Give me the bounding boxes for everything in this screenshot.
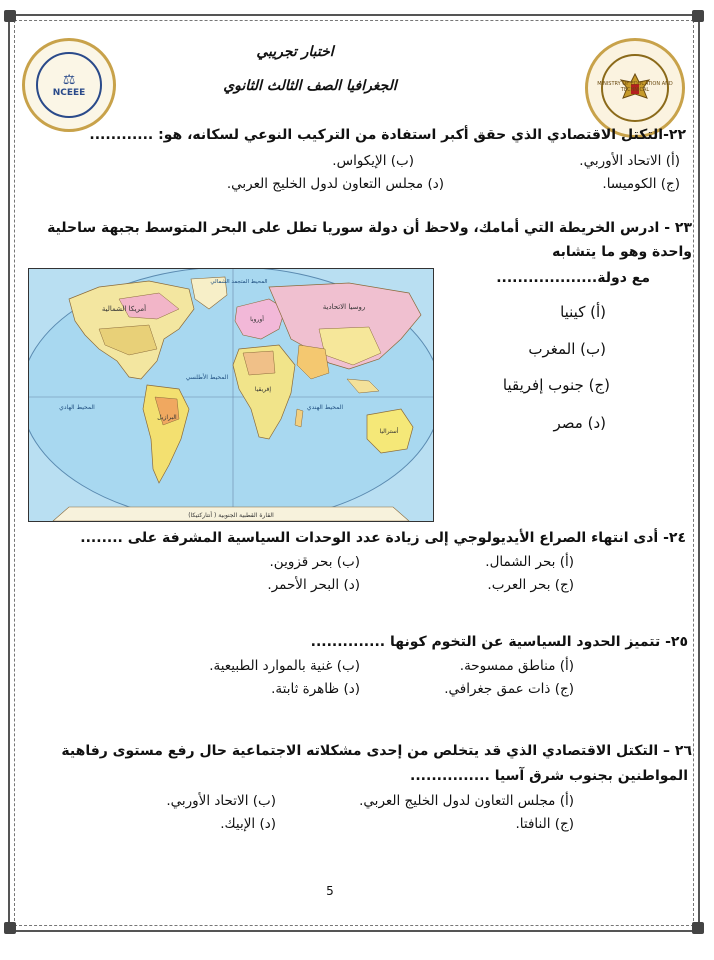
q26-option-a[interactable]: (أ) مجلس التعاون لدول الخليج العربي. [359, 793, 574, 809]
q22-option-a[interactable]: (أ) الاتحاد الأوربي. [579, 153, 680, 169]
map-label-europe: أوروبا [250, 316, 264, 323]
world-political-map [28, 268, 434, 522]
scales-icon: ⚖ [62, 72, 76, 88]
right-logo-ring-text: MINISTRY OF EDUCATION AND TECHNICAL [597, 81, 673, 93]
page-number: 5 [326, 884, 334, 898]
exam-subtitle: الجغرافيا الصف الثالث الثانوي [223, 78, 397, 94]
map-label-arctic: المحيط المتجمد الشمالي [210, 279, 268, 285]
q26-option-b[interactable]: (ب) الاتحاد الأوربي. [166, 793, 276, 809]
corner-ornament [692, 10, 704, 22]
q22-option-d[interactable]: (د) مجلس التعاون لدول الخليج العربي. [226, 176, 444, 192]
nceee-logo [22, 38, 116, 132]
exam-title: اختبار تجريبي [256, 44, 334, 60]
left-logo-text: NCEEE [52, 88, 86, 98]
q26-option-d[interactable]: (د) الإبيك. [220, 816, 276, 832]
q22-option-c[interactable]: (ج) الكوميسا. [602, 176, 680, 192]
q25-option-a[interactable]: (أ) مناطق ممسوحة. [459, 658, 574, 674]
question-26-line2: المواطنين بجنوب شرق آسيا ............... [410, 768, 688, 784]
q24-option-d[interactable]: (د) البحر الأحمر. [267, 577, 360, 593]
map-label-north-america: أمريكا الشمالية [101, 305, 147, 313]
question-23-line3: مع دولة................... [496, 270, 650, 286]
question-23-line1: ٢٣ - ادرس الخريطة التي أمامك، ولاحظ أن دولة سوريا تطل على البحر المتوسط بجبهة ساحلية [47, 220, 692, 236]
q25-option-c[interactable]: (ج) ذات عمق جغرافي. [444, 681, 574, 697]
q22-option-b[interactable]: (ب) الإيكواس. [332, 153, 414, 169]
q23-option-a[interactable]: (أ) كينيا [560, 303, 606, 321]
q24-option-b[interactable]: (ب) بحر قزوين. [269, 554, 360, 570]
corner-ornament [4, 10, 16, 22]
q24-option-c[interactable]: (ج) بحر العرب. [487, 577, 574, 593]
q24-option-a[interactable]: (أ) بحر الشمال. [485, 554, 574, 570]
q23-option-c[interactable]: (ج) جنوب إفريقيا [502, 376, 610, 394]
q23-option-d[interactable]: (د) مصر [553, 414, 606, 432]
question-25: ٢٥- تتميز الحدود السياسية عن التخوم كونها .............. [310, 634, 688, 650]
q25-option-b[interactable]: (ب) غنية بالموارد الطبيعية. [209, 658, 360, 674]
question-23-line2: واحدة وهو ما يتشابه [552, 244, 692, 260]
question-22: ٢٢-التكتل الاقتصادي الذي حقق أكبر استفادة من التركيب النوعي لسكانه، هو: ............ [89, 127, 686, 143]
map-label-asia: روسيا الاتحادية [322, 303, 366, 311]
corner-ornament [692, 922, 704, 934]
q23-option-b[interactable]: (ب) المغرب [528, 340, 606, 358]
map-label-indian: المحيط الهندي [306, 404, 344, 411]
map-label-south-america: البرازيل [157, 414, 177, 421]
q26-option-c[interactable]: (ج) النافتا. [515, 816, 574, 832]
map-label-antarctica: القارة القطبية الجنوبية ( أنتاركتيكا) [188, 512, 274, 519]
q25-option-d[interactable]: (د) ظاهرة ثابتة. [271, 681, 360, 697]
question-24: ٢٤- أدى انتهاء الصراع الأيديولوجي إلى زيادة عدد الوحدات السياسية المشرفة على ........ [80, 530, 686, 546]
map-label-pacific: المحيط الهادي [59, 404, 95, 411]
map-label-atlantic: المحيط الأطلسي [185, 374, 229, 381]
map-label-australia: أستراليا [379, 428, 399, 435]
ministry-logo [585, 38, 685, 138]
corner-ornament [4, 922, 16, 934]
map-label-africa: إفريقيا [254, 386, 272, 393]
question-26-line1: ٢٦ – التكتل الاقتصادي الذي قد يتخلص من إحدى مشكلاته الاجتماعية حال رفع مستوى رفاهية [61, 743, 692, 759]
